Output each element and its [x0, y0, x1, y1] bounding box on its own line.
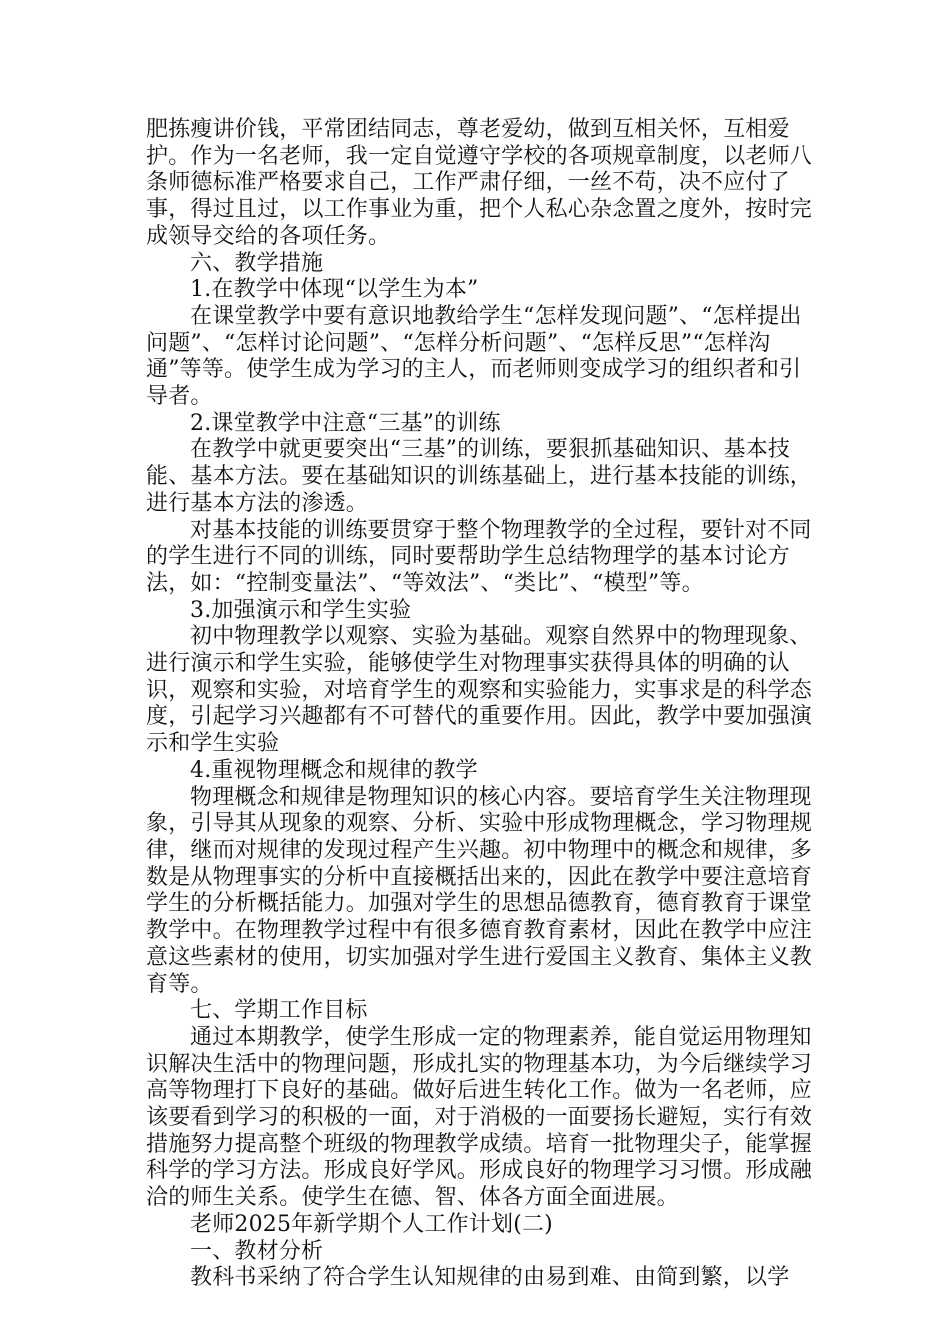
section-heading-term-goals: 七、学期工作目标: [190, 998, 368, 1024]
paragraph: 通过本期教学，使学生形成一定的物理素养，能自觉运用物理知识解决生活中的物理问题，形成扎实的物理基本功，为今后继续学习高等物理打下良好的基础。做好后进生转化工作。做为一名老师，应该要看到学习的积极的一面，对于消极的一面要扬长避短，实行有效措施努力提高整个班级的物理教学成绩。培育一批物理尖子，能掌握科学的学习方法。形成良好学风。形成良好的物理学习习惯。形成融洽的师生关系。使学生在德、智、体各方面全面进展。: [146, 1024, 813, 1211]
paragraph: 在教学中就更要突出“三基”的训练，要狠抓基础知识、基本技能、基本方法。要在基础知识的训练基础上，进行基本技能的训练，进行基本方法的渗透。: [146, 437, 813, 516]
section-heading-textbook-analysis: 一、教材分析: [190, 1238, 324, 1264]
paragraph: 教科书采纳了符合学生认知规律的由易到难、由简到繁，以学: [190, 1265, 790, 1291]
subheading: 3.加强演示和学生实验: [190, 597, 412, 623]
paragraph: 初中物理教学以观察、实验为基础。观察自然界中的物理现象、进行演示和学生实验，能够使学生对物理事实获得具体的明确的认识，观察和实验，对培育学生的观察和实验能力，实事求是的科学态度，引起学习兴趣都有不可替代的重要作用。因此，教学中要加强演示和学生实验: [146, 624, 813, 757]
section-heading-teaching-measures: 六、教学措施: [190, 250, 324, 276]
paragraph: 肥拣瘦讲价钱，平常团结同志，尊老爱幼，做到互相关怀，互相爱护。作为一名老师，我一定自觉遵守学校的各项规章制度，以老师八条师德标准严格要求自己，工作严肃仔细，一丝不苟，决不应付了事，得过且过，以工作事业为重，把个人私心杂念置之度外，按时完成领导交给的各项任务。: [146, 117, 813, 249]
paragraph: 在课堂教学中要有意识地教给学生“怎样发现问题”、“怎样提出问题”、“怎样讨论问题”、“怎样分析问题”、“怎样反思”“怎样沟通”等等。使学生成为学习的主人，而老师则变成学习的组织者和引导者。: [146, 303, 802, 410]
paragraph: 物理概念和规律是物理知识的核心内容。要培育学生关注物理现象，引导其从现象的观察、分析、实验中形成物理概念，学习物理规律，继而对规律的发现过程产生兴趣。初中物理中的概念和规律，多数是从物理事实的分析中直接概括出来的，因此在教学中要注意培育学生的分析概括能力。加强对学生的思想品德教育，德育教育于课堂教学中。在物理教学过程中有很多德育教育素材，因此在教学中应注意这些素材的使用，切实加强对学生进行爱国主义教育、集体主义教育等。: [146, 784, 813, 997]
subheading: 1.在教学中体现“以学生为本”: [190, 277, 479, 303]
document-body: [146, 117, 814, 1292]
subheading: 2.课堂教学中注意“三基”的训练: [190, 410, 501, 436]
subheading: 4.重视物理概念和规律的教学: [190, 757, 478, 783]
document-title-part-two: 老师2025年新学期个人工作计划(二): [190, 1211, 553, 1237]
paragraph: 对基本技能的训练要贯穿于整个物理教学的全过程，要针对不同的学生进行不同的训练，同时要帮助学生总结物理学的基本讨论方法，如：“控制变量法”、“等效法”、“类比”、“模型”等。: [146, 517, 812, 596]
